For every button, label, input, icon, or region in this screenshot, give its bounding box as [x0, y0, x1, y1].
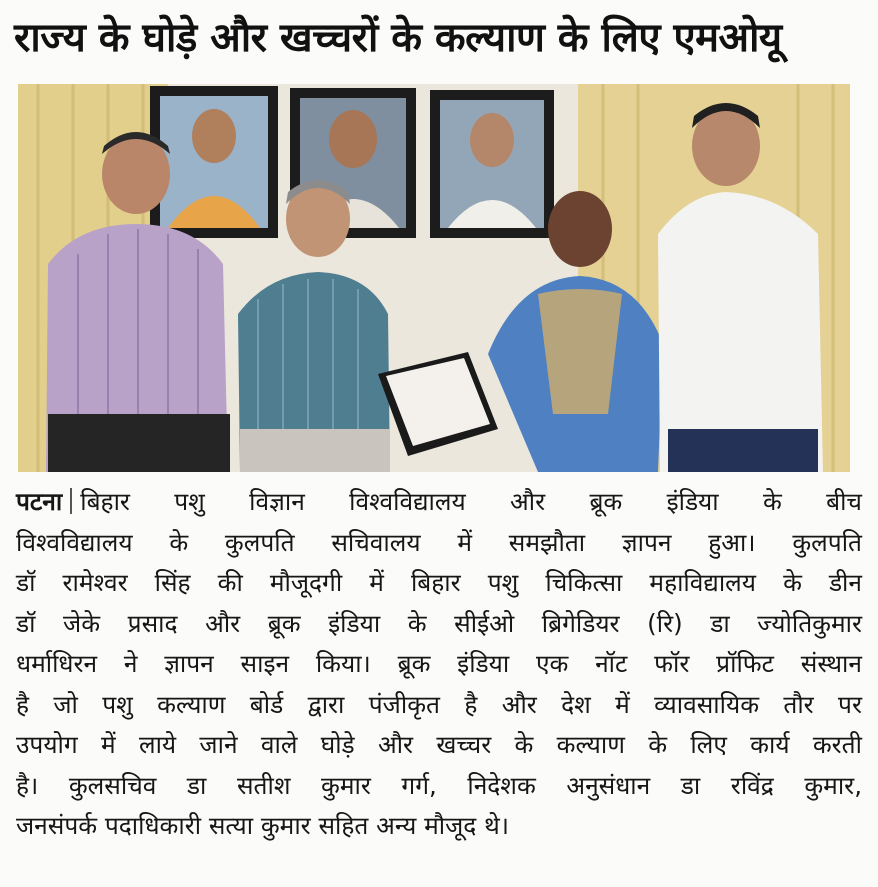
article-line-9: जनसंपर्क पदाधिकारी सत्या कुमार सहित अन्य मौजूद थे। [16, 811, 510, 840]
article-line-1-text: बिहार पशु विज्ञान विश्वविद्यालय और ब्रूक इंडिया के बीच [80, 487, 862, 516]
headline: राज्य के घोड़े और खच्चरों के कल्याण के लिए एमओयू [14, 15, 782, 61]
dateline: पटना [16, 487, 63, 516]
article-line-6: है जो पशु कल्याण बोर्ड द्वारा पंजीकृत है और देश में व्यावसायिक तौर पर [16, 689, 862, 719]
portrait-frame-left [150, 86, 278, 238]
article-line-3: डॉ रामेश्वर सिंह की मौजूदगी में बिहार पशु चिकित्सा महाविद्यालय के डीन [16, 568, 862, 597]
article-line-2: विश्वविद्यालय के कुलपति सचिवालय में समझौता ज्ञापन हुआ। कुलपति [16, 527, 862, 557]
article-line-1 [16, 482, 862, 523]
article-body [16, 482, 862, 878]
dateline-separator [70, 488, 72, 514]
news-photo [18, 84, 850, 472]
article-line-7: उपयोग में लाये जाने वाले घोड़े और खच्चर के कल्याण के लिए कार्य करती [16, 730, 862, 759]
portrait-frame-right [430, 90, 554, 238]
article-line-4: डॉ जेके प्रसाद और ब्रूक इंडिया के सीईओ ब्रिगेडियर (रि) डा ज्योतिकुमार [16, 608, 862, 638]
article-line-5: धर्माधिरन ने ज्ञापन साइन किया। ब्रूक इंडिया एक नॉट फॉर प्रॉफिट संस्थान [16, 649, 862, 678]
article-line-8: है। कुलसचिव डा सतीश कुमार गर्ग, निदेशक अनुसंधान डा रविंद्र कुमार, [16, 770, 862, 800]
